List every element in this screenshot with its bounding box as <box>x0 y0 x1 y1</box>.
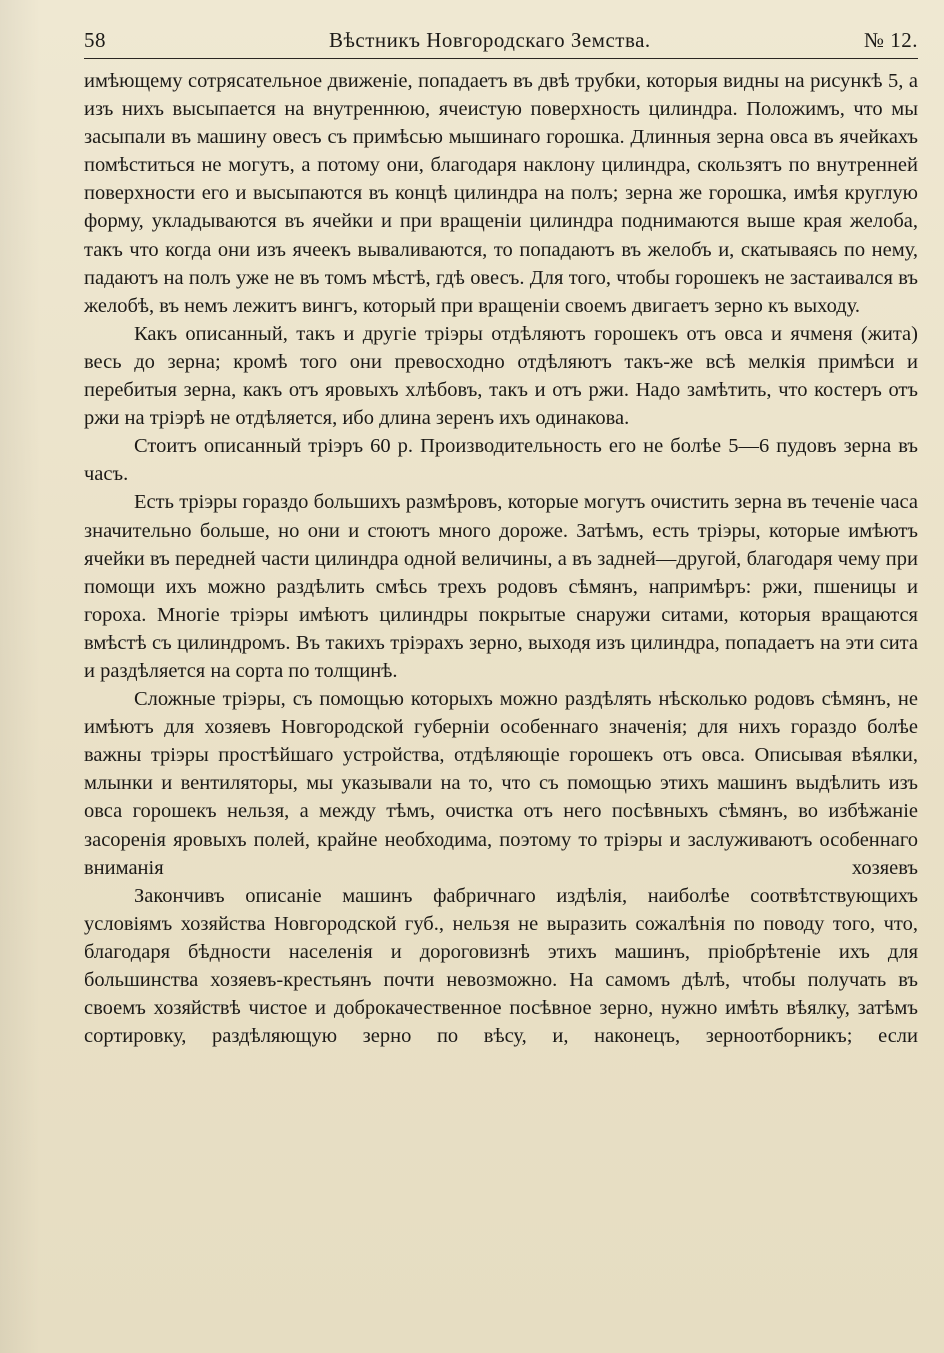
paragraph-2: Какъ описанный, такъ и другiе трiэры отдѣляютъ горошекъ отъ овса и ячменя (жита) весь до зерна; кромѣ того они превосходно отдѣляютъ такъ-же всѣ мелкiя примѣси и перебитыя зерна, какъ отъ яровыхъ хлѣбовъ, такъ и отъ ржи. Надо замѣтить, что костеръ отъ ржи на трiэрѣ не отдѣляется, ибо длина зеренъ ихъ одинакова. <box>84 322 918 430</box>
paragraph-6: Закончивъ описанiе машинъ фабричнаго издѣлiя, наиболѣе соотвѣтствующихъ условiямъ хозяйства Новгородской губ., нельзя не выразить сожалѣнiя по поводу того, что, благодаря бѣдности населенiя и дороговизнѣ этихъ машинъ, прiобрѣтенiе ихъ для большинства хозяевъ-крестьянъ почти невозможно. На самомъ дѣлѣ, чтобы получать въ своемъ хозяйствѣ чистое и доброкачественное посѣвное зерно, нужно имѣть вѣялку, затѣмъ сортировку, раздѣляющую зерно по вѣсу, и, наконецъ, зерноотборникъ; если <box>84 884 918 1048</box>
page-header <box>84 28 918 58</box>
paragraph-5: Сложные трiэры, съ помощью которыхъ можно раздѣлять нѣсколько родовъ сѣмянъ, не имѣютъ для хозяевъ Новгородской губернiи особеннаго значенiя; для нихъ гораздо болѣе важны трiэры простѣйшаго устройства, отдѣляющiе горошекъ отъ овса. Описывая вѣялки, млынки и вентиляторы, мы указывали на то, что съ помощью этихъ машинъ выдѣлить изъ овса горошекъ нельзя, а между тѣмъ, очистка отъ него посѣвныхъ сѣмянъ, во избѣжанiе засоренiя яровыхъ полей, крайне необходима, поэтому то трiэры и заслуживаютъ особеннаго вниманiя хозяевъ <box>84 688 918 879</box>
body-text <box>84 67 918 1050</box>
paragraph-4: Есть трiэры гораздо большихъ размѣровъ, которые могутъ очистить зерна въ теченiе часа значительно больше, но они и стоютъ много дороже. Затѣмъ, есть трiэры, которые имѣютъ ячейки въ передней части цилиндра одной величины, а въ задней—другой, благодаря чему при помощи ихъ можно раздѣлить смѣсь трехъ родовъ сѣмянъ, напримѣръ: ржи, пшеницы и гороха. Многiе трiэры имѣютъ цилиндры покрытые снаружи ситами, которыя вращаются вмѣстѣ съ цилиндромъ. Въ такихъ трiэрахъ зерно, выходя изъ цилиндра, попадаетъ на эти сита и раздѣляется на сорта по толщинѣ. <box>84 491 918 682</box>
paragraph-1: имѣющему сотрясательное движенiе, попадаетъ въ двѣ трубки, которыя видны на рисункѣ 5, а изъ нихъ высыпается на внутреннюю, ячеистую поверхность цилиндра. Положимъ, что мы засыпали въ машину овесъ съ примѣсью мышинаго горошка. Длинныя зерна овса въ ячейкахъ помѣститься не могутъ, а потому они, благодаря наклону цилиндра, скользятъ по внутренней поверхности его и высыпаются въ концѣ цилиндра на полъ; зерна же горошка, имѣя круглую форму, укладываются въ ячейки и при вращенiи цилиндра поднимаются выше края желоба, такъ что когда они изъ ячеекъ вываливаются, то попадаютъ въ желобъ и, скатываясь по нему, падаютъ на полъ уже не въ томъ мѣстѣ, гдѣ овесъ. Для того, чтобы горошекъ не застаивался въ желобѣ, въ немъ лежитъ вингъ, который при вращенiи своемъ двигаетъ зерно къ выходу. <box>84 70 918 317</box>
header-rule <box>84 58 918 59</box>
running-title: Вѣстникъ Новгородскаго Земства. <box>329 28 651 52</box>
issue-number: № 12. <box>863 28 918 52</box>
paragraph-3: Стоитъ описанный трiэръ 60 р. Производительность его не болѣе 5—6 пудовъ зерна въ часъ. <box>84 435 918 486</box>
page-number: 58 <box>84 28 106 52</box>
